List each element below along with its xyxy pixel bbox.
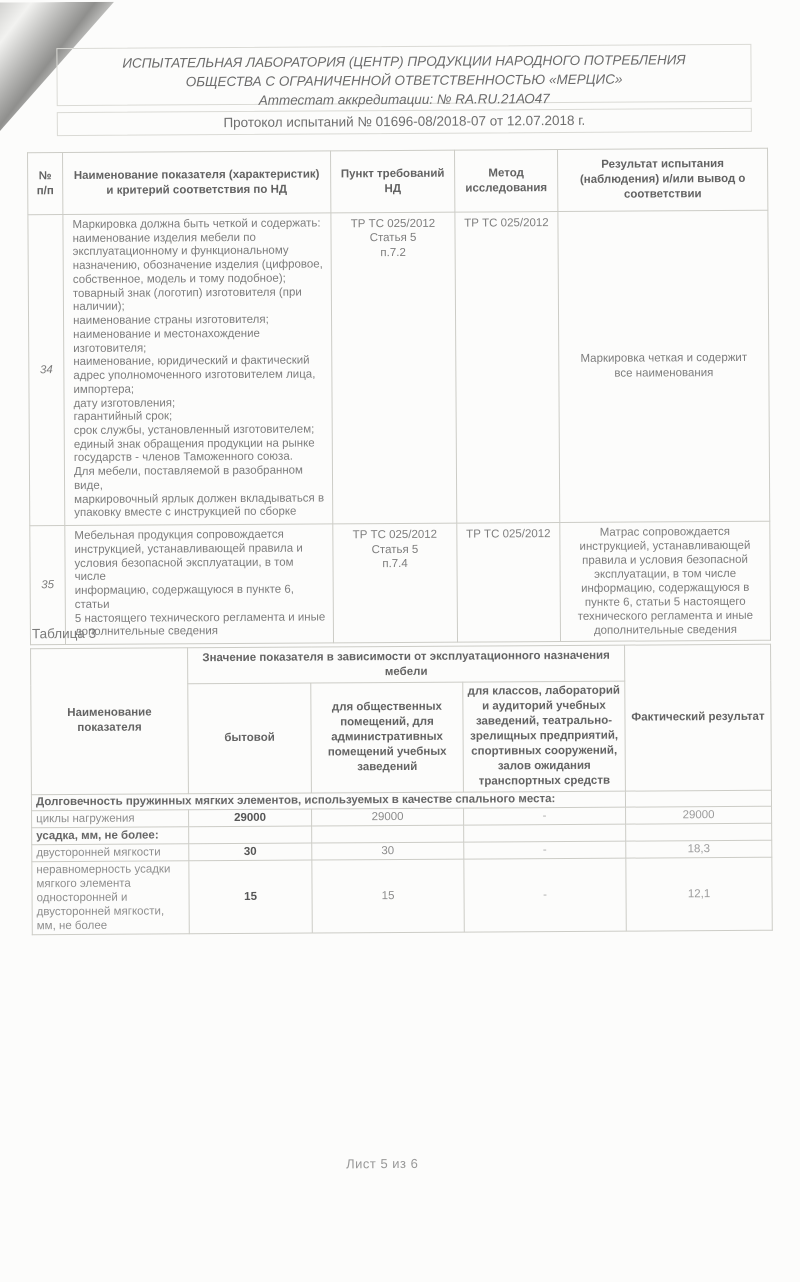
table-row (28, 210, 770, 526)
table-row (30, 521, 771, 645)
two-sided-label: двусторонней мягкости (32, 843, 189, 861)
table3-header-public: для общественных помещений, для административных помещений учебных заведений (311, 682, 464, 792)
unevenness-classes: - (464, 858, 626, 932)
durability-table (30, 644, 773, 935)
row34-punkt: ТР ТС 025/2012 Статья 5 п.7.2 (331, 212, 457, 524)
unevenness-household: 15 (189, 860, 312, 934)
table-row (32, 857, 772, 935)
lab-header-box (56, 44, 751, 109)
sheet-number: Лист 5 из 6 (346, 1155, 419, 1172)
cycles-public: 29000 (312, 808, 464, 826)
table3-header-name: Наименование показателя (31, 648, 189, 795)
unevenness-public: 15 (312, 859, 464, 933)
header-punkt: Пункт требований НД (331, 150, 455, 213)
cycles-result: 29000 (626, 806, 772, 824)
cycles-household: 29000 (189, 809, 312, 827)
table3-header-group: Значение показателя в зависимости от эксплуатационного назначения мебели (188, 645, 625, 684)
row35-metod: ТР ТС 025/2012 (457, 523, 561, 643)
table3-section-empty-cell (625, 790, 771, 807)
shrinkage-household (189, 826, 312, 844)
shrinkage-classes (464, 824, 626, 842)
header-result: Результат испытания (наблюдения) и/или вывод о соответствии (558, 148, 768, 211)
header-name: Наименование показателя (характеристик) и критерий соответствия по НД (63, 151, 331, 215)
table3-header-group-row (31, 644, 771, 685)
row35-requirement: Мебельная продукция сопровождается инструкцией, устанавливающей правила и условия безопасной эксплуатации, в том числе информацию, содержащуюся в пункте 6, статьи 5 настоящего технического регламента и иные дополнительные сведения (65, 524, 334, 645)
row34-metod: ТР ТС 025/2012 (455, 212, 560, 524)
protocol-number-box (57, 108, 752, 136)
unevenness-label: неравномерность усадки мягкого элемента односторонней и двусторонней мягкости, мм, не более (32, 860, 189, 934)
two-sided-public: 30 (312, 842, 464, 860)
two-sided-classes: - (464, 841, 626, 859)
lab-name-line2: ОБЩЕСТВА С ОГРАНИЧЕННОЙ ОТВЕТСТВЕННОСТЬЮ «МЕРЦИС» (185, 71, 623, 90)
table3-header-household: бытовой (188, 683, 312, 793)
cycles-classes: - (464, 807, 626, 825)
table3-section-title: Долговечность пружинных мягких элементов, используемых в качестве спального места: (31, 791, 625, 811)
two-sided-household: 30 (189, 843, 312, 861)
accreditation-line: Аттестат аккредитации: № RA.RU.21АО47 (258, 91, 550, 109)
lab-name-line1: ИСПЫТАТЕЛЬНАЯ ЛАБОРАТОРИЯ (ЦЕНТР) ПРОДУКЦИИ НАРОДНОГО ПОТРЕБЛЕНИЯ (122, 52, 686, 71)
shrinkage-label: усадка, мм, не более: (32, 826, 189, 844)
shrinkage-public (312, 825, 464, 843)
test-results-header-row (28, 148, 768, 215)
header-num: № п/п (28, 153, 63, 215)
cycles-label: циклы нагружения (32, 809, 189, 827)
two-sided-result: 18,3 (626, 840, 772, 858)
row35-result: Матрас сопровождается инструкцией, устанавливающей правила и условия безопасной эксплуатации, в том числе информацию, содержащуюся в пункте 6, статьи 5 настоящего технического регламента и иные дополнительные сведения (560, 521, 771, 641)
protocol-number-text: Протокол испытаний № 01696-08/2018-07 от 12.07.2018 г. (223, 112, 586, 131)
row35-punkt: ТР ТС 025/2012 Статья 5 п.7.4 (333, 523, 458, 643)
test-results-table (27, 148, 771, 646)
row34-number: 34 (28, 215, 65, 526)
header-metod: Метод исследования (455, 150, 558, 213)
unevenness-result: 12,1 (626, 857, 772, 931)
table3-header-classes: для классов, лабораторий и аудиторий учебных заведений, театрально- зрелищных предприятий, спортивных сооружений, залов ожидания транспортных средств (463, 681, 626, 792)
row35-number: 35 (30, 526, 66, 645)
table3-caption: Таблица 3 (31, 625, 97, 642)
shrinkage-result (626, 823, 772, 841)
row34-requirement: Маркировка должна быть четкой и содержать: наименование изделия мебели по эксплуатационному и функциональному назначению, обозначение изделия (цифровое, собственное, модель и тому подобное); товарный знак (логотип) изготовителя (при наличии); наименование страны изготовителя; наименование и местонахождение изготовителя; наименование, юридический и фактический адрес уполномоченного изготовителем лица, импортера; дату изготовления; гарантийный срок; срок службы, установленный изготовителем; единый знак обращения продукции на рынке государств - членов Таможенного союза. Для мебели, поставляемой в разобранном виде, маркировочный ярлык должен вкладываться в упаковку вместе с инструкцией по сборке (63, 213, 333, 526)
table3-header-result: Фактический результат (625, 644, 772, 790)
row34-result: Маркировка четкая и содержит все наименования (558, 210, 770, 522)
